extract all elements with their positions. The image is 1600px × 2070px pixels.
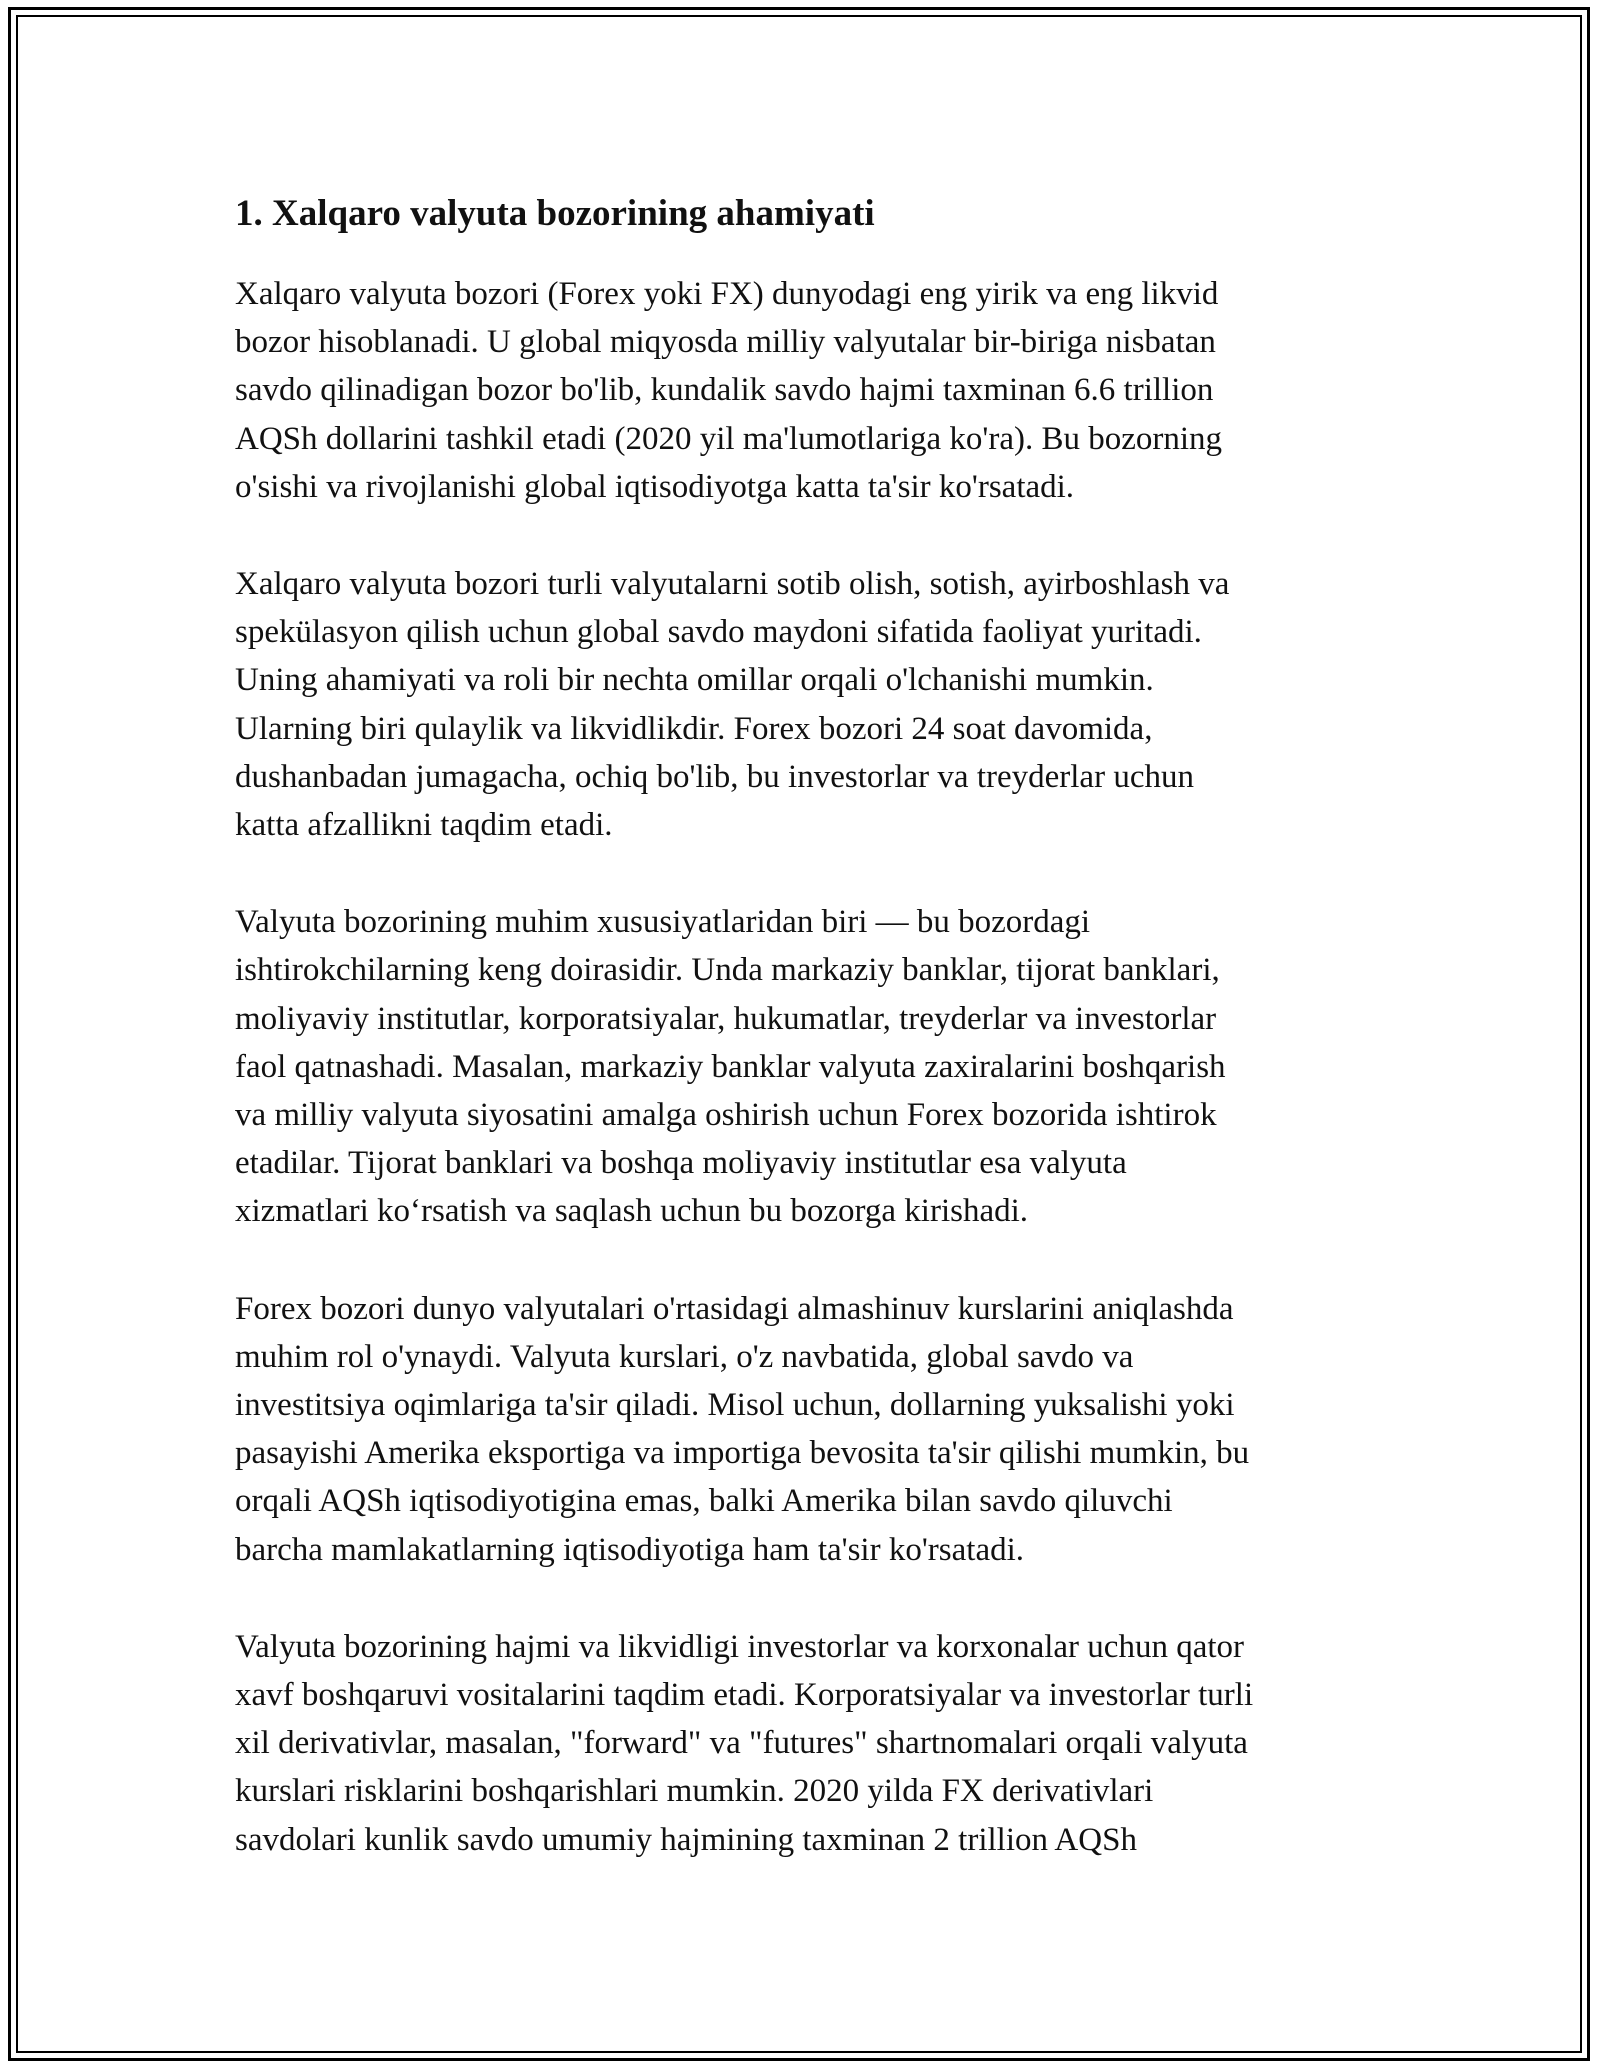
text-line: barcha mamlakatlarning iqtisodiyotiga ham ta'sir ko'rsatadi. <box>235 1531 1025 1568</box>
text-line: spekülasyon qilish uchun global savdo maydoni sifatida faoliyat yuritadi. <box>235 614 1202 651</box>
paragraph-3 <box>235 898 1385 1235</box>
text-line: Valyuta bozorining muhim xususiyatlaridan biri — bu bozordagi <box>235 904 1091 941</box>
paragraph-2 <box>235 560 1385 849</box>
text-line: Valyuta bozorining hajmi va likvidligi investorlar va korxonalar uchun qator <box>235 1628 1244 1665</box>
text-line: pasayishi Amerika eksportiga va importiga bevosita ta'sir qilishi mumkin, bu <box>235 1435 1250 1472</box>
text-line: o'sishi va rivojlanishi global iqtisodiyotga katta ta'sir ko'rsatadi. <box>235 468 1075 505</box>
text-line: kurslari risklarini boshqarishlari mumkin. 2020 yilda FX derivativlari <box>235 1773 1154 1810</box>
text-line: Forex bozori dunyo valyutalari o'rtasidagi almashinuv kurslarini aniqlashda <box>235 1290 1234 1327</box>
text-line: moliyaviy institutlar, korporatsiyalar, hukumatlar, treyderlar va investorlar <box>235 1000 1217 1037</box>
section-heading: 1. Xalqaro valyuta bozorining ahamiyati <box>235 193 875 234</box>
text-line: investitsiya oqimlariga ta'sir qiladi. Misol uchun, dollarning yuksalishi yoki <box>235 1387 1235 1424</box>
text-line: xil derivativlar, masalan, "forward" va "futures" shartnomalari orqali valyuta <box>235 1725 1248 1762</box>
text-line: katta afzallikni taqdim etadi. <box>235 807 613 844</box>
text-line: va milliy valyuta siyosatini amalga oshirish uchun Forex bozorida ishtirok <box>235 1097 1217 1134</box>
paragraph-1 <box>235 270 1385 511</box>
text-line: faol qatnashadi. Masalan, markaziy banklar valyuta zaxiralarini boshqarish <box>235 1048 1226 1085</box>
text-line: Ularning biri qulaylik va likvidlikdir. Forex bozori 24 soat davomida, <box>235 710 1153 747</box>
text-line: muhim rol o'ynaydi. Valyuta kurslari, o'z navbatida, global savdo va <box>235 1338 1134 1375</box>
text-line: savdo qilinadigan bozor bo'lib, kundalik savdo hajmi taxminan 6.6 trillion <box>235 372 1214 409</box>
text-line: dushanbadan jumagacha, ochiq bo'lib, bu investorlar va treyderlar uchun <box>235 758 1194 795</box>
text-line: Xalqaro valyuta bozori turli valyutalarni sotib olish, sotish, ayirboshlash va <box>235 566 1230 603</box>
text-line: orqali AQSh iqtisodiyotigina emas, balki Amerika bilan savdo qiluvchi <box>235 1483 1173 1520</box>
text-line: bozor hisoblanadi. U global miqyosda milliy valyutalar bir-biriga nisbatan <box>235 324 1216 361</box>
text-line: etadilar. Tijorat banklari va boshqa moliyaviy institutlar esa valyuta <box>235 1145 1127 1182</box>
paragraph-4 <box>235 1285 1385 1574</box>
document-body <box>235 188 1385 1913</box>
paragraph-5 <box>235 1623 1385 1864</box>
text-line: savdolari kunlik savdo umumiy hajmining taxminan 2 trillion AQSh <box>235 1821 1137 1858</box>
text-line: xavf boshqaruvi vositalarini taqdim etadi. Korporatsiyalar va investorlar turli <box>235 1677 1254 1714</box>
text-line: Xalqaro valyuta bozori (Forex yoki FX) dunyodagi eng yirik va eng likvid <box>235 276 1219 312</box>
text-line: xizmatlari ko‘rsatish va saqlash uchun bu bozorga kirishadi. <box>235 1193 1029 1230</box>
text-line: AQSh dollarini tashkil etadi (2020 yil ma'lumotlariga ko'ra). Bu bozorning <box>235 420 1223 457</box>
text-line: ishtirokchilarning keng doirasidir. Unda markaziy banklar, tijorat banklari, <box>235 952 1220 989</box>
text-line: Uning ahamiyati va roli bir nechta omillar orqali o'lchanishi mumkin. <box>235 662 1154 699</box>
